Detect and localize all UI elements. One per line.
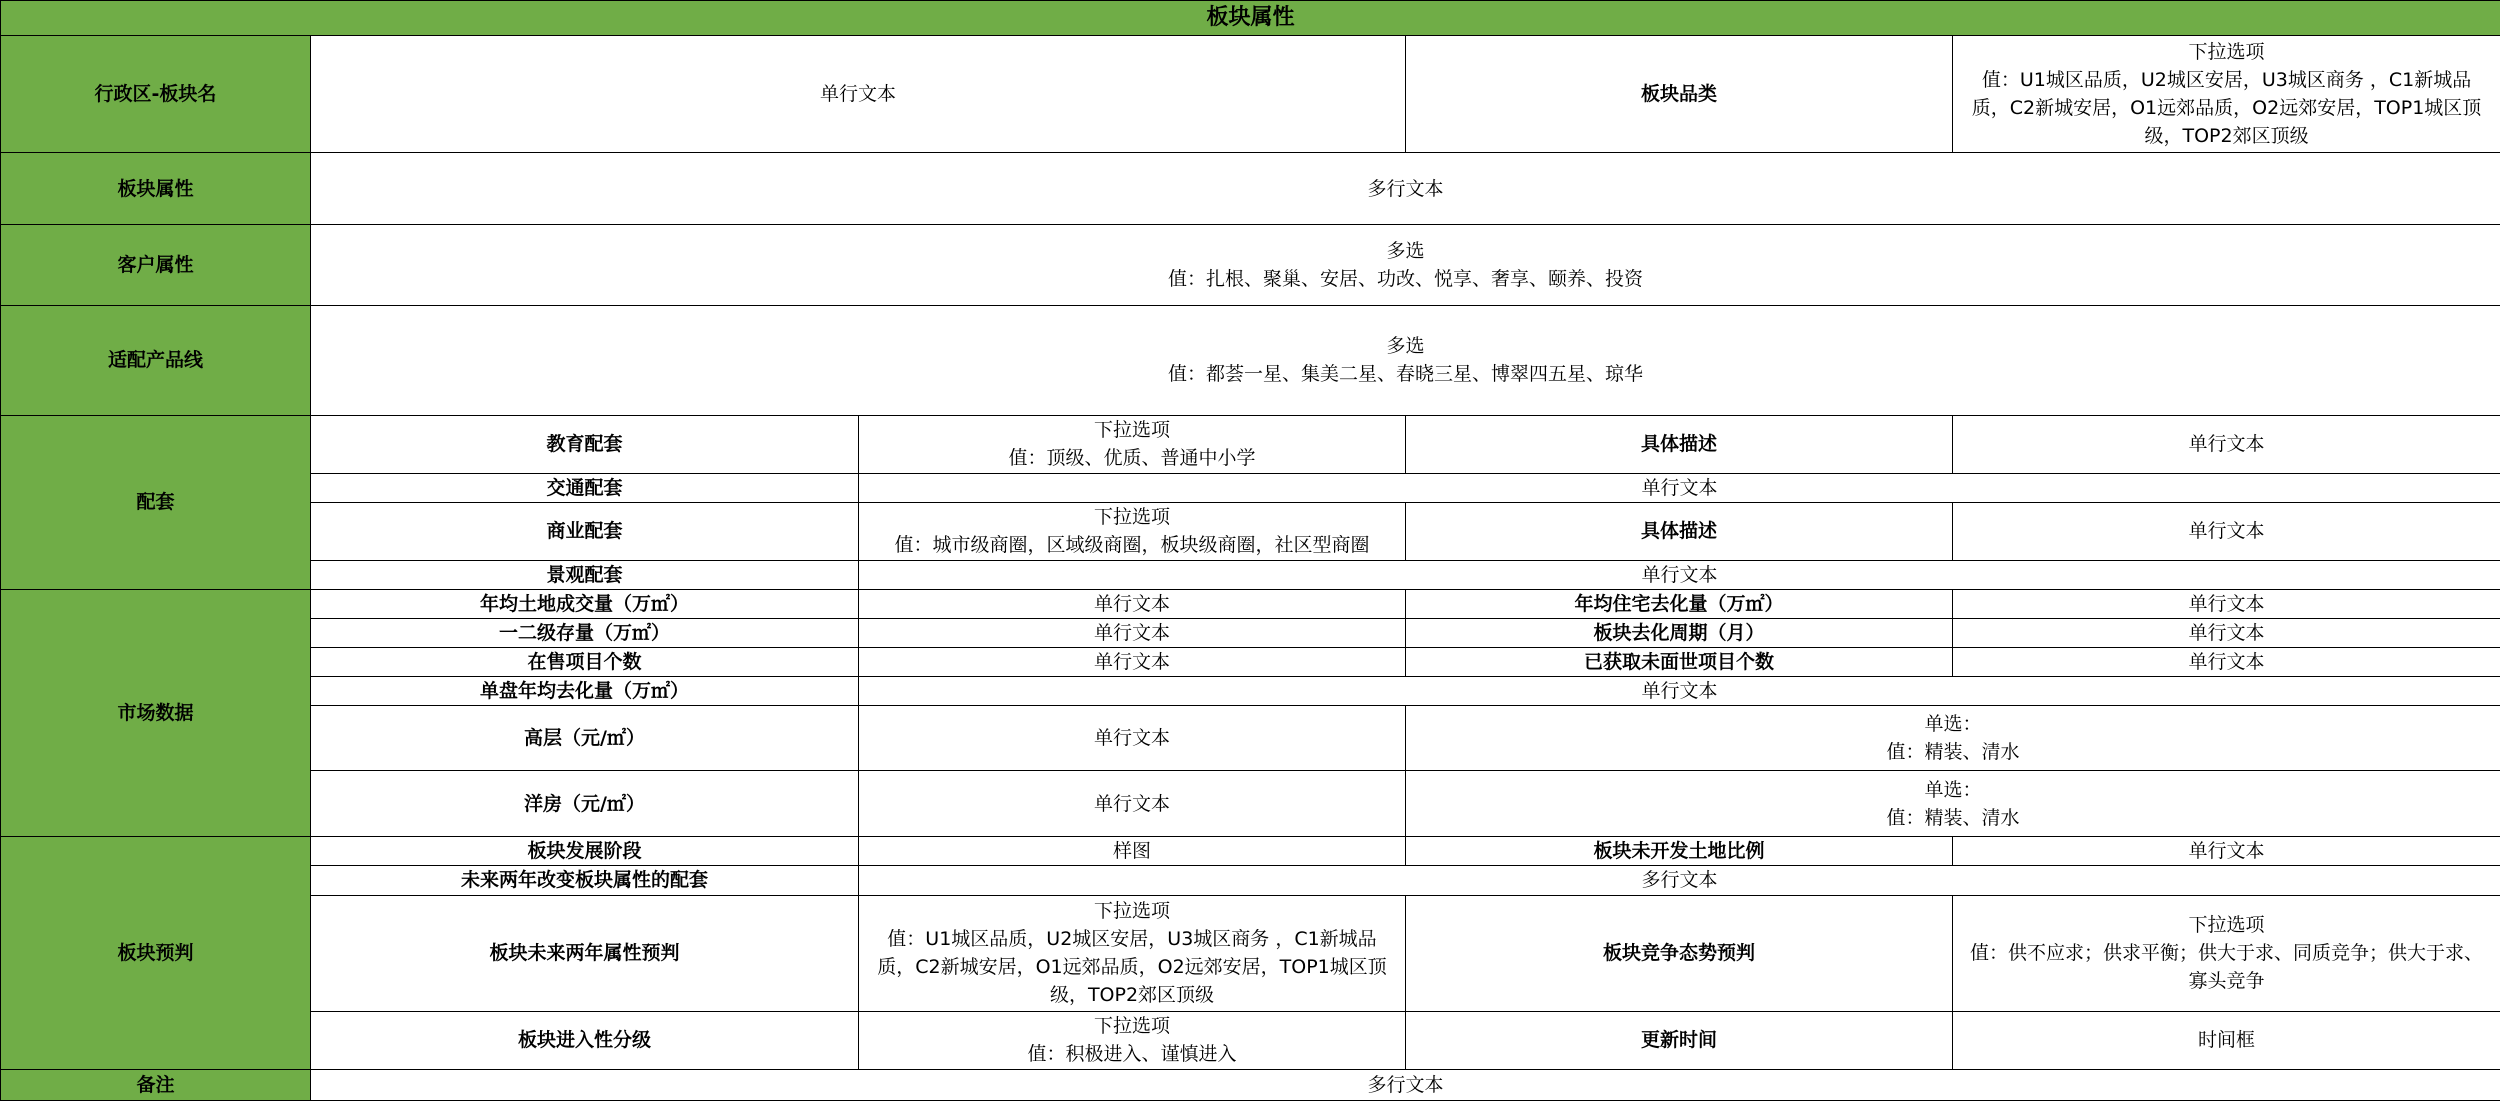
update-time-label: 更新时间 (1406, 1011, 1953, 1069)
stock-field[interactable]: 单行文本 (859, 619, 1406, 648)
remarks-field[interactable]: 多行文本 (311, 1069, 2500, 1100)
cell-line: 值：精装、清水 (1886, 741, 2020, 764)
cell-line: 下拉选项 (1093, 1015, 1170, 1038)
page-title: 板块属性 (1, 1, 2500, 36)
entry-grade-label: 板块进入性分级 (311, 1011, 859, 1069)
cell-line: 下拉选项 (2188, 914, 2265, 937)
cell-line: 下拉选项 (1093, 419, 1170, 442)
cell-line: 多选 (1386, 335, 1425, 358)
cell-line: 值：供不应求；供求平衡；供大于求、同质竞争；供大于求、 (1970, 942, 2484, 965)
stock-label: 一二级存量（万㎡） (311, 619, 859, 648)
land-volume-label: 年均土地成交量（万㎡） (311, 590, 859, 619)
undeveloped-ratio-field[interactable]: 单行文本 (1953, 837, 2500, 866)
cell-line: 下拉选项 (1093, 900, 1170, 923)
landscape-label: 景观配套 (311, 560, 859, 589)
development-stage-field[interactable]: 样图 (859, 837, 1406, 866)
education-desc-label: 具体描述 (1406, 415, 1953, 473)
undeveloped-ratio-label: 板块未开发土地比例 (1406, 837, 1953, 866)
villa-price-field[interactable]: 单行文本 (859, 771, 1406, 837)
cell-line: 值：U1城区品质，U2城区安居，U3城区商务 ，C1新城品 (1981, 69, 2472, 92)
commerce-dropdown[interactable] (859, 502, 1406, 560)
per-project-absorption-field[interactable]: 单行文本 (859, 677, 2500, 706)
unreleased-count-label: 已获取未面世项目个数 (1406, 648, 1953, 677)
land-volume-field[interactable]: 单行文本 (859, 590, 1406, 619)
highrise-price-field[interactable]: 单行文本 (859, 706, 1406, 771)
district-name-field[interactable]: 单行文本 (311, 36, 1406, 153)
cell-line: 单选： (1924, 778, 1982, 801)
education-dropdown[interactable] (859, 415, 1406, 473)
per-project-absorption-label: 单盘年均去化量（万㎡） (311, 677, 859, 706)
future-attribute-dropdown[interactable] (859, 895, 1406, 1011)
cell-line: 质，C2新城安居，O1远郊品质，O2远郊安居，TOP1城区顶 (1971, 97, 2482, 120)
villa-finish-select[interactable] (1406, 771, 2500, 837)
unreleased-count-field[interactable]: 单行文本 (1953, 648, 2500, 677)
remarks-label: 备注 (1, 1069, 311, 1100)
transport-label: 交通配套 (311, 473, 859, 502)
commerce-label: 商业配套 (311, 502, 859, 560)
cell-line: 下拉选项 (2188, 41, 2265, 64)
highrise-finish-select[interactable] (1406, 706, 2500, 771)
commerce-desc-field[interactable]: 单行文本 (1953, 502, 2500, 560)
entry-grade-dropdown[interactable] (859, 1011, 1406, 1069)
market-data-label: 市场数据 (1, 590, 311, 837)
villa-price-label: 洋房（元/㎡） (311, 771, 859, 837)
plate-attribute-label: 板块属性 (1, 153, 311, 225)
cell-line: 级，TOP2郊区顶级 (2144, 125, 2309, 148)
absorption-cycle-label: 板块去化周期（月） (1406, 619, 1953, 648)
development-stage-label: 板块发展阶段 (311, 837, 859, 866)
commerce-desc-label: 具体描述 (1406, 502, 1953, 560)
cell-line: 值：积极进入、谨慎进入 (1027, 1043, 1237, 1066)
cell-line: 单选： (1924, 713, 1982, 736)
cell-line: 值：都荟一星、集美二星、春晓三星、博翠四五星、琼华 (1168, 363, 1644, 386)
cell-line: 值：精装、清水 (1886, 806, 2020, 829)
cell-line: 值：顶级、优质、普通中小学 (1008, 447, 1256, 470)
cell-line: 值：扎根、聚巢、安居、功改、悦享、奢享、颐养、投资 (1168, 267, 1644, 290)
on-sale-count-label: 在售项目个数 (311, 648, 859, 677)
product-line-multiselect[interactable] (311, 305, 2500, 415)
education-desc-field[interactable]: 单行文本 (1953, 415, 2500, 473)
district-name-label: 行政区-板块名 (1, 36, 311, 153)
future-facilities-label: 未来两年改变板块属性的配套 (311, 866, 859, 895)
cell-line: 值：U1城区品质，U2城区安居，U3城区商务 ，C1新城品 (887, 928, 1377, 951)
cell-line: 质，C2新城安居，O1远郊品质，O2远郊安居，TOP1城区顶 (877, 956, 1387, 979)
product-line-label: 适配产品线 (1, 305, 311, 415)
competition-dropdown[interactable] (1953, 895, 2500, 1011)
competition-label: 板块竞争态势预判 (1406, 895, 1953, 1011)
landscape-field[interactable]: 单行文本 (859, 560, 2500, 589)
absorption-cycle-field[interactable]: 单行文本 (1953, 619, 2500, 648)
future-attribute-label: 板块未来两年属性预判 (311, 895, 859, 1011)
housing-absorption-field[interactable]: 单行文本 (1953, 590, 2500, 619)
plate-category-label: 板块品类 (1406, 36, 1953, 153)
plate-attribute-field[interactable]: 多行文本 (311, 153, 2500, 225)
plate-category-dropdown[interactable] (1953, 36, 2500, 153)
cell-line: 级，TOP2郊区顶级 (1049, 984, 1215, 1007)
cell-line: 值：城市级商圈，区域级商圈，板块级商圈，社区型商圈 (894, 534, 1370, 557)
customer-attribute-label: 客户属性 (1, 225, 311, 305)
cell-line: 下拉选项 (1093, 506, 1170, 529)
housing-absorption-label: 年均住宅去化量（万㎡） (1406, 590, 1953, 619)
cell-line: 多选 (1386, 239, 1425, 262)
update-time-picker[interactable]: 时间框 (1953, 1011, 2500, 1069)
cell-line: 寡头竞争 (2188, 970, 2265, 993)
future-facilities-field[interactable]: 多行文本 (859, 866, 2500, 895)
transport-field[interactable]: 单行文本 (859, 473, 2500, 502)
highrise-price-label: 高层（元/㎡） (311, 706, 859, 771)
on-sale-count-field[interactable]: 单行文本 (859, 648, 1406, 677)
forecast-label: 板块预判 (1, 837, 311, 1069)
education-label: 教育配套 (311, 415, 859, 473)
customer-attribute-multiselect[interactable] (311, 225, 2500, 305)
facilities-label: 配套 (1, 415, 311, 589)
